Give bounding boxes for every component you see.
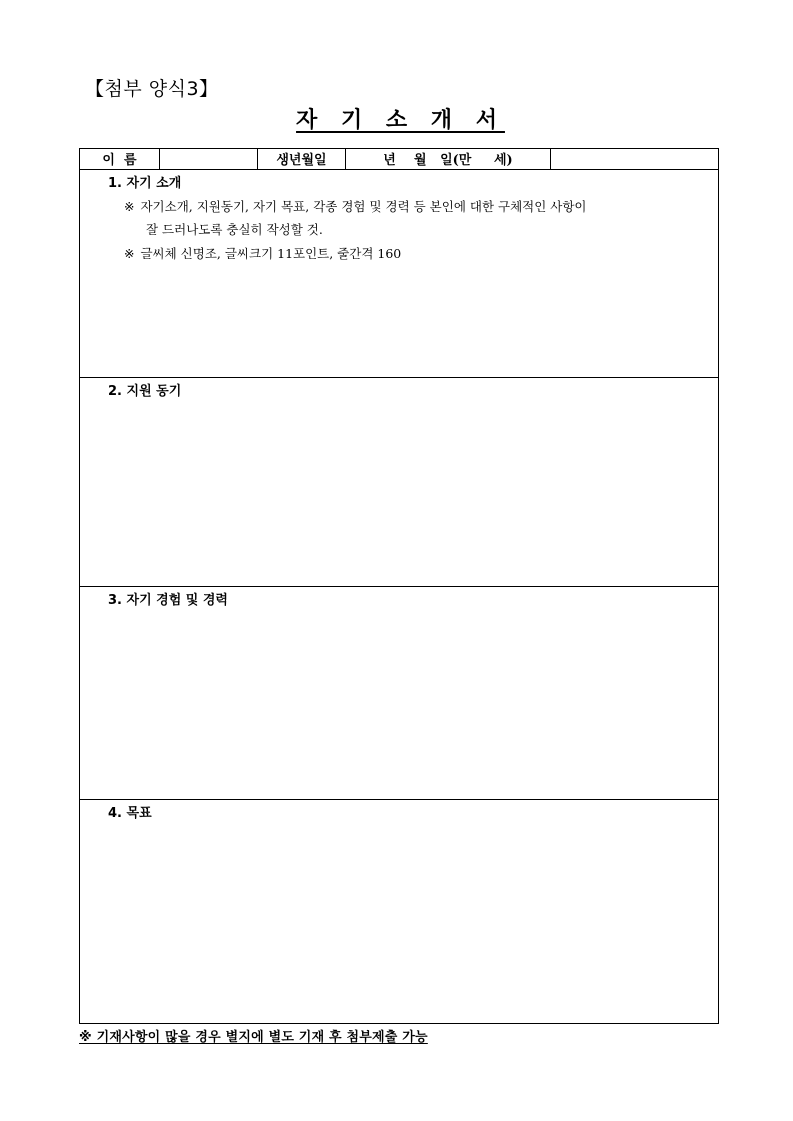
section-row-experience [80, 587, 719, 800]
section-row-goal [80, 800, 719, 1024]
section-motivation[interactable] [80, 378, 719, 587]
name-label: 이 름 [80, 149, 160, 170]
document-title: 자 기 소 개 서 [296, 108, 505, 133]
instruction-note [124, 242, 718, 265]
note-mark: ※ [124, 246, 135, 261]
extra-field[interactable] [551, 149, 719, 170]
name-field[interactable] [160, 149, 258, 170]
section-goal[interactable] [80, 800, 719, 1024]
section-row-intro [80, 170, 719, 378]
section-title: 2. 지원 동기 [108, 384, 182, 399]
note-text: 글씨체 신명조, 글씨크기 11포인트, 줄간격 160 [140, 246, 402, 261]
note-text: 자기소개, 지원동기, 자기 목표, 각종 경험 및 경력 등 본인에 대한 구체적인 사항이 [140, 199, 587, 214]
section-row-motivation [80, 378, 719, 587]
birth-label: 생년월일 [258, 149, 346, 170]
section-title: 1. 자기 소개 [108, 176, 182, 191]
instruction-note [124, 195, 718, 218]
instruction-note-continued: 잘 드러나도록 충실히 작성할 것. [146, 222, 323, 237]
section-intro[interactable] [80, 170, 719, 378]
header-row [80, 149, 719, 170]
document-title-wrap [0, 103, 793, 134]
self-introduction-form [79, 148, 719, 1024]
note-mark: ※ [124, 199, 135, 214]
section-title: 3. 자기 경험 및 경력 [108, 593, 228, 608]
birth-field[interactable]: 년 월 일(만 세) [346, 149, 551, 170]
section-title: 4. 목표 [108, 806, 152, 821]
attachment-label: 【첨부 양식3】 [85, 78, 219, 100]
footer-note: ※ 기재사항이 많을 경우 별지에 별도 기재 후 첨부제출 가능 [79, 1030, 428, 1045]
section-experience[interactable] [80, 587, 719, 800]
